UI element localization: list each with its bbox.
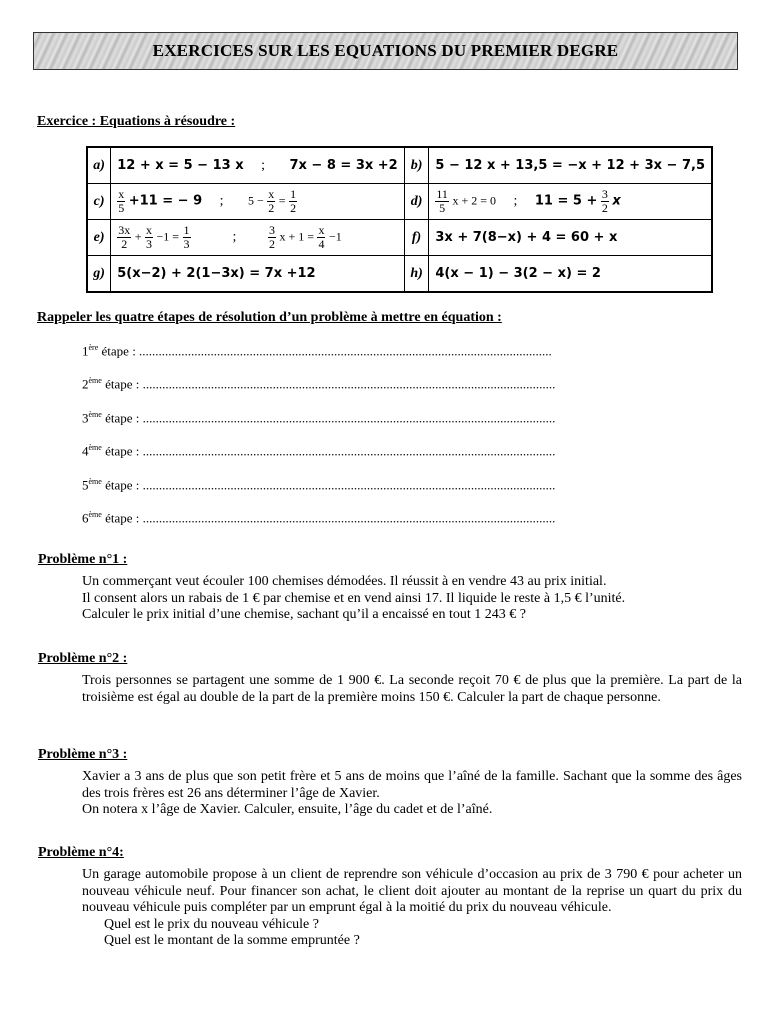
problem-2-title: Problème n°2 : xyxy=(38,651,128,666)
eq-b: 5 − 12 x + 13,5 = −x + 12 + 3x − 7,5 xyxy=(435,157,705,173)
problem-3-text: Xavier a 3 ans de plus que son petit frère et 5 ans de moins que l’aîné de la famille. Sachant que la somme des âges des trois frères est 26 ans déterminer l’âge de Xavier. On notera x l’âge de Xavier. Calculer, ensuite, l’âge du cadet et de l’aîné. xyxy=(82,769,742,817)
table-row xyxy=(87,184,712,220)
eq-c-pre: 5 − xyxy=(248,193,264,208)
separator: ; xyxy=(219,193,224,209)
problem-4-text: Un garage automobile propose à un client de reprendre son véhicule d’occasion au prix de 3 790 € pour acheter un nouveau véhicule neuf. Pour financer son achat, le client doit ajouter au montant de la reprise un quart du prix du nouveau véhicule puis compléter par un emprunt égal à la moitié du prix du nouveau véhicule. Quel est le prix du nouveau véhicule ? Quel est le montant de la somme empruntée ? xyxy=(82,867,742,948)
label-e: e) xyxy=(87,220,111,256)
table-row xyxy=(87,220,712,256)
problem-3-title: Problème n°3 : xyxy=(38,747,128,762)
fraction: $\frac{x}{5}$ xyxy=(118,187,125,215)
equation-a xyxy=(111,147,405,184)
eq-d-post: x xyxy=(612,193,621,209)
fraction: $\frac{3}{2}$ xyxy=(601,187,608,215)
eq-e-mid: −1 = xyxy=(156,229,180,244)
eq-d-rest: x + 2 = 0 xyxy=(452,193,496,208)
label-h: h) xyxy=(404,256,429,293)
fraction: $\frac{x}{2}$ xyxy=(268,187,275,215)
eq-e-post: −1 xyxy=(328,229,342,244)
table-row xyxy=(87,147,712,184)
step-line: 3ème étape : ............................................................................................................................... xyxy=(82,410,556,426)
label-g: g) xyxy=(87,256,111,293)
fraction: $\frac{11}{5}$ xyxy=(436,187,448,215)
label-f: f) xyxy=(404,220,429,256)
title-banner xyxy=(33,32,738,70)
equation-h xyxy=(429,256,712,293)
separator: ; xyxy=(261,157,265,173)
problem-2-text: Trois personnes se partagent une somme de 1 900 €. La seconde reçoit 70 € de plus que la première. La part de la troisième est égal au double de la part de la première moins 150 €. Calculer la part de chaque personne. xyxy=(82,673,742,705)
separator: ; xyxy=(232,229,237,245)
eq-d-pre: 11 = 5 + xyxy=(534,193,598,209)
problem-1-text: Un commerçant veut écouler 100 chemises démodées. Il réussit à en vendre 43 au prix initial. Il consent alors un rabais de 1 € par chemise et en vend ainsi 17. Il liquide le reste à 1,5 € l’unité. Calculer le prix initial d’une chemise, sachant qu’il a encaissé en tout 1 243 € ? xyxy=(82,574,626,622)
equation-c xyxy=(111,184,405,220)
equation-f xyxy=(429,220,712,256)
fraction: $\frac{x}{4}$ xyxy=(318,223,325,251)
equation-e xyxy=(111,220,405,256)
eq-a-2: 7x − 8 = 3x +2 xyxy=(289,157,398,173)
problem-4-title: Problème n°4: xyxy=(38,845,124,860)
eq-g: 5(x−2) + 2(1−3x) = 7x +12 xyxy=(117,265,316,281)
table-row xyxy=(87,256,712,293)
label-c: c) xyxy=(87,184,111,220)
problem-1-title: Problème n°1 : xyxy=(38,552,128,567)
operator: + xyxy=(134,229,142,244)
fraction: $\frac{3}{2}$ xyxy=(268,223,275,251)
label-a: a) xyxy=(87,147,111,184)
label-b: b) xyxy=(404,147,429,184)
eq-a-1: 12 + x = 5 − 13 x xyxy=(117,157,244,173)
fraction: $\frac{1}{2}$ xyxy=(290,187,297,215)
eq-h: 4(x − 1) − 3(2 − x) = 2 xyxy=(435,265,601,281)
step-line: 2ème étape : ............................................................................................................................... xyxy=(82,376,556,392)
equation-d xyxy=(429,184,712,220)
step-line: 5ème étape : ............................................................................................................................... xyxy=(82,477,556,493)
fraction: $\frac{1}{3}$ xyxy=(183,223,190,251)
fraction: $\frac{3x}{2}$ xyxy=(118,223,131,251)
eq-f: 3x + 7(8−x) + 4 = 60 + x xyxy=(435,229,618,245)
step-line: 6ème étape : ............................................................................................................................... xyxy=(82,510,556,526)
equations-table xyxy=(86,146,713,293)
eq-c-rest: +11 = − 9 xyxy=(128,193,203,209)
step-line: 1ère étape : ............................................................................................................................... xyxy=(82,343,552,359)
separator: ; xyxy=(513,193,518,209)
equation-g xyxy=(111,256,405,293)
eq-c-mid: = xyxy=(278,193,286,208)
label-d: d) xyxy=(404,184,429,220)
step-line: 4ème étape : ............................................................................................................................... xyxy=(82,443,556,459)
fraction: $\frac{x}{3}$ xyxy=(146,223,152,251)
steps-heading: Rappeler les quatre étapes de résolution d’un problème à mettre en équation : xyxy=(37,310,502,325)
exercise-heading: Exercice : Equations à résoudre : xyxy=(37,114,236,129)
equation-b xyxy=(429,147,712,184)
eq-e-mid2: x + 1 = xyxy=(279,229,314,244)
page-title: EXERCICES SUR LES EQUATIONS DU PREMIER DEGRE xyxy=(152,41,619,60)
